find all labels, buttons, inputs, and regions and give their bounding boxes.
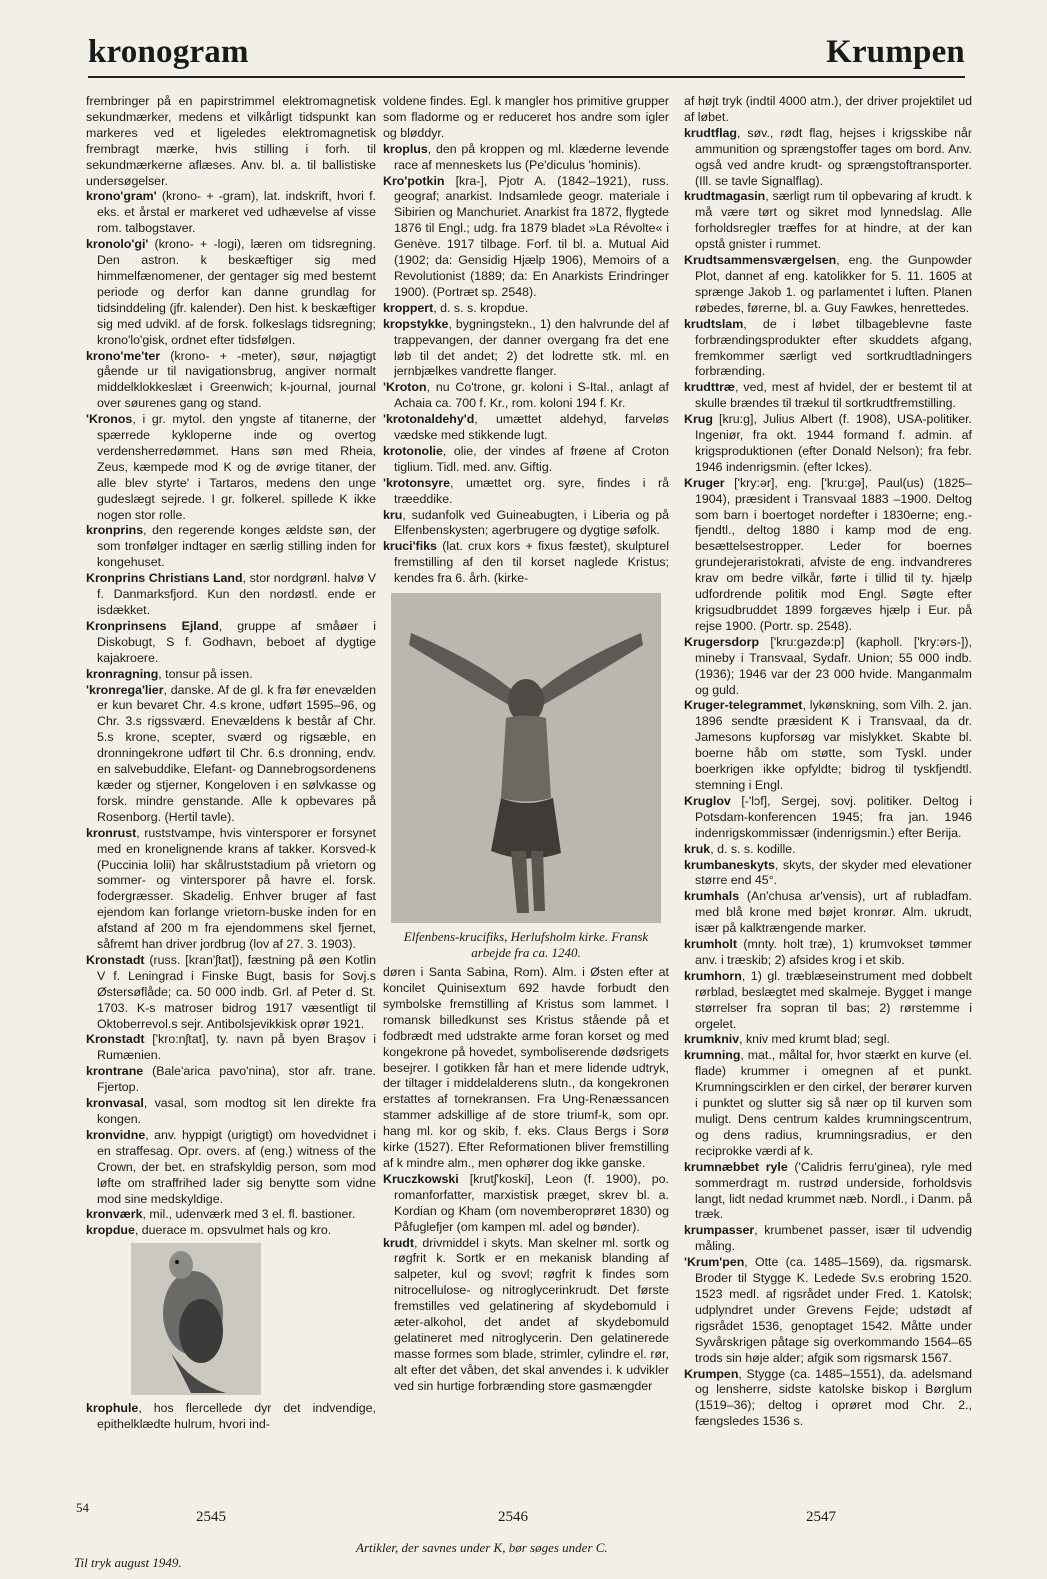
dictionary-entry: 'krotonaldehy'd, umættet aldehyd, farveløs vædske med stikkende lugt. <box>383 412 669 443</box>
header-left-guideword: kronogram <box>88 34 249 70</box>
dictionary-entry: krumnæbbet ryle ('Calidris ferru'ginea), ryle med sommerdragt m. rustrød underside, forholdsvis langt, lidt nedad krummet næb. Nordl., i Danm. på træk. <box>684 1159 972 1222</box>
dictionary-entry: kruci'fiks (lat. crux kors + fixus fæstet), skulpturel fremstilling af den til korset naglede Kristus; kendes fra 6. årh. (kirke- <box>383 539 669 586</box>
dictionary-entry: Kronprins Christians Land, stor nordgrønl. halvø V f. Danmarksfjord. Kun den nordøstl. ende er isdækket. <box>86 571 376 617</box>
column-2-entries-bottom <box>383 965 669 1394</box>
dictionary-entry: krumhorn, 1) gl. træblæseinstrument med dobbelt rørblad, beslægtet med skalmeje. Bygget i mange størrelser fra sopran til bas; 2) rørstemme i orgelet. <box>684 968 972 1031</box>
dictionary-entry: krudt, drivmiddel i skyts. Man skelner ml. sortk og røgfrit k. Sortk er en mekanisk blanding af salpeter, kul og svovl; røgfrit k findes som nitrocellulose- og nitroglycerinkrudt. Det første fremstilles ved gelatinering af skydebomuld i æter-alkohol, det andet af skydebomuld gelatineret med nitroglycerin. Den gelatinerede masse formes som blade, strimler, cylindre el. rør, alt efter det våben, det skal anvendes i. k udvikler ved sin hurtige forbrænding store gasmængder <box>383 1235 669 1393</box>
dictionary-entry: kroplus, den på kroppen og ml. klæderne levende race af menneskets lus (Pe'diculus 'hominis). <box>383 141 669 172</box>
dictionary-entry: Kruger ['kry:ər], eng. ['kru:gə], Paul(us) (1825–1904), præsident i Transvaal 1883 –1900. Deltog som barn i boertoget nordefter i 1830erne; eng.-fjendtl., deltog 1880 i kamp mod de eng. besættelsestropper. Leder for boernes grundejeraristokrati, afviste de eng. indvandreres krav om bedre vilkår, førte i tillid til ty. hjælp udfordrende politik mod Engl. Søgte efter krigsudbruddet 1899 forgæves hjælp i Eur. på rejse 1900. (Portr. sp. 2548). <box>684 475 972 633</box>
column-2 <box>383 94 669 1395</box>
dictionary-entry: krudtmagasin, særligt rum til opbevaring af krudt. k må være tørt og sikret mod lynnedslag. Alle forholdsregler træffes for at hindre, at der kan opstå gnister i rummet. <box>684 189 972 252</box>
dictionary-entry: kronragning, tonsur på issen. <box>86 666 253 681</box>
dictionary-entry: krumhals (An'chusa ar'vensis), urt af rubladfam. med blå krone med bøjet kronrør. Alm. ukrudt, især på kalktrængende marker. <box>684 889 972 936</box>
column-1 <box>86 94 376 1433</box>
dictionary-entry: kronværk, mil., udenværk med 3 el. fl. bastioner. <box>86 1207 356 1222</box>
dictionary-entry: krumkniv, kniv med krumt blad; segl. <box>684 1032 890 1047</box>
dictionary-entry: Kruglov [-'lɔf], Sergej, sovj. politiker. Deltog i Potsdam-konferencen 1945; fra jan. 1946 indenrigskommissær (indenrigsmin.) efter Berija. <box>684 793 972 840</box>
dictionary-entry: Kruczkowski [krutʃ'koski], Leon (f. 1900), po. romanforfatter, marxistisk præget, skrev bl. a. Kordian og Kham (om novemberoprøret 1830) og Påfuglefjer (om kampen ml. adel og bønder). <box>383 1171 669 1234</box>
pigeon-photo <box>131 1243 261 1395</box>
dictionary-entry: kronrust, ruststvampe, hvis vintersporer er forsynet med en kronelignende krans af takker. Korsved-k (Puccinia lolii) har skålruststadium på vrietorn og sommer- og vintersporer på havre el. forsk. fodergræsser. Skadelig. Enhver bruger af fast ejendom kan forlange vrietorn-buske inden for en afstand af 200 m fra ejendommens skel fjernet, såfremt han driver jordbrug (lov af 27. 3. 1903). <box>86 825 376 952</box>
pigeon-illustration <box>131 1243 261 1395</box>
dictionary-entry: kronprins, den regerende konges ældste søn, der som tronfølger indtager en særlig stilling inden for kongehuset. <box>86 523 376 570</box>
page-header <box>88 30 965 78</box>
dictionary-entry: kropstykke, bygningstekn., 1) den halvrunde del af trappevangen, der danner overgang fra det ene løb til det andet; 2) det lodrette stk. ml. en jernbjælkes vandrette flanger. <box>383 316 669 379</box>
dictionary-entry: kruk, d. s. s. kodille. <box>684 841 796 856</box>
crucifix-figure <box>383 593 669 961</box>
dictionary-entry: Kronstadt (russ. [kran'ʃtat]), fæstning på øen Kotlin V f. Leningrad i Finske Bugt, basis for Sovj.s Østersøflåde; ca. 50 000 indb. Grl. af Peter d. St. 1703. K-s matroser bidrog 1917 væsentligt til Oktoberrevol.s sejr. Antibolsjevikkisk oprør 1921. <box>86 952 376 1031</box>
dictionary-entry: krophule, hos flercellede dyr det indvendige, epithelklædte hulrum, hvori ind- <box>86 1401 376 1432</box>
column-number-3: 2547 <box>806 1509 836 1525</box>
dictionary-entry: frembringer på en papirstrimmel elektromagnetisk sekundmærker, medens et vilkårligt tidspunkt kan markeres ved et ligeledes elektromagnetisk frembragt mærke, hvis stilling i forh. til sekundmærkerne aflæses. Anv. bl. a. til ballistiske undersøgelser. <box>86 94 376 188</box>
dictionary-entry: kropdue, duerace m. opsvulmet hals og kro. <box>86 1223 332 1238</box>
column-1-after-entries <box>86 1401 376 1433</box>
dictionary-entry: døren i Santa Sabina, Rom). Alm. i Østen efter at koncilet Quinisextum 692 havde forbudt den symbolske fremstilling af Kristus som lammet. I romansk billedkunst ses Kristus stående på et fodbrædt med udstrakte arme foran korset og med kongekrone på hovedet, symboliserende dødsrigets besejrer. I gotikken får han et mere lidende udtryk, der tiltager i middelalderens slutn., da kongekronen erstattes af tornekransen. Fra Ung-Renæssancen stammer adskillige af de store triumf-k, som opr. hang ml. kor og skib, f. eks. Claus Bergs i Sorø kirke (1527). Efter Reformationen bliver fremstilling af k mindre alm., men ophører dog ikke ganske. <box>383 965 669 1170</box>
dictionary-entry: voldene findes. Egl. k mangler hos primitive grupper som fladorme og er reduceret hos andre som igler og bløddyr. <box>383 94 669 140</box>
dictionary-entry: Krumpen, Stygge (ca. 1485–1551), da. adelsmand og lensherre, sidste katolske biskop i Børglum (1519–36); deltog i oprøret mod Chr. 2., fængsledes 1536 s. <box>684 1366 972 1429</box>
column-1-entries <box>86 94 376 1239</box>
dictionary-entry: krumning, mat., måltal for, hvor stærkt en kurve (el. flade) krummer i omegnen af et punkt. Krumningscirklen er den cirkel, der berører kurven i punktet og slutter sig så nær op til kurven som muligt. Dens centrum kaldes krumningscentrum, og dens radius, krumningsradius, er den reciprokke værdi af k. <box>684 1048 972 1158</box>
dictionary-entry: Krudtsammensværgelsen, eng. the Gunpowder Plot, dannet af eng. katolikker for 5. 11. 1605 at sprænge Jakob 1. og parlamentet i luften. Planen røbedes, førerne, bl. a. Guy Fawkes, henrettedes. <box>684 253 972 315</box>
header-right-guideword: Krumpen <box>826 34 965 70</box>
column-3 <box>684 94 972 1430</box>
dictionary-entry: Kronprinsens Ejland, gruppe af småøer i Diskobugt, S f. Godhavn, beboet af dygtige kajakroere. <box>86 618 377 665</box>
dictionary-entry: 'Kronos, i gr. mytol. den yngste af titanerne, der spærrede kykloperne inde og overtog verdensherredømmet. Hans søn med Rheia, Zeus, kæmpede mod K og de øvrige titaner, der alle blev styrte' i Tartaros, medens den unge gudeslægt sejrede. I gr. folkerel. spillede K ikke nogen stor rolle. <box>86 412 376 522</box>
dictionary-entry: kronolo'gi' (krono- + -logi), læren om tidsregning. Den astron. k beskæftiger sig med himmelfænomener, der gentager sig med bestemt periode og derfor kan danne grundlag for tidsinddeling (jfr. kalender). Den hist. k beskæftiger sig med udvikl. af de forsk. folkeslags tidsregning; krono'lo'gisk, ordnet efter tidsfølgen. <box>86 237 376 347</box>
dictionary-entry: krumpasser, krumbenet passer, især til udvendig måling. <box>684 1223 972 1254</box>
dictionary-entry: 'kronrega'lier, danske. Af de gl. k fra før enevælden er kun bevaret Chr. 4.s krone, udført 1595–96, og Chr. 3.s rigssværd. Enevældens k består af Chr. 5.s krone, scepter, sværd og rigsæble, en dronningekrone udført til Chr. 6.s dronning, endv. en salvebuddike, Elefant- og Dannebrogsordenens kæder og stjerner, Kongeloven i en sølvkasse og forsk. mindre genstande. Alle k opbevares på Rosenborg. (Hertil tavle). <box>86 682 376 824</box>
column-number-2: 2546 <box>498 1509 528 1525</box>
dictionary-entry: Krugersdorp ['kru:gəzdə:p] (kapholl. ['kry:ərs-]), mineby i Transvaal, Sydafr. Union; 55 000 indb. (1936); 1946 var der 23 000 hvide. Manganmalm og guld. <box>684 634 972 697</box>
dictionary-entry: 'Kroton, nu Co'trone, gr. koloni i S-Ital., anlagt af Achaia ca. 700 f. Kr., rom. koloni 194 f. Kr. <box>383 380 669 411</box>
dictionary-entry: krono'gram' (krono- + -gram), lat. indskrift, hvori f. eks. et årstal er markeret ved udhævelse af visse rom. talbogstaver. <box>86 189 376 236</box>
dictionary-entry: kronvasal, vasal, som modtog sit len direkte fra kongen. <box>86 1096 376 1126</box>
dictionary-entry: kru, sudanfolk ved Guineabugten, i Liberia og på Elfenbenskysten; agerbrugere og dygtige søfolk. <box>383 507 669 538</box>
dictionary-entry: krono'me'ter (krono- + -meter), søur, nøjagtigt gående ur til navigationsbrug, angiver normalt middelklokkeslæt i Greenwich; k-journal, journal over søurenes gang og stand. <box>86 348 376 411</box>
dictionary-entry: af højt tryk (indtil 4000 atm.), der driver projektilet ud af løbet. <box>684 94 972 124</box>
dictionary-entry: krontrane (Bale'arica pavo'nina), stor afr. trane. Fjertop. <box>86 1064 376 1095</box>
print-date-note: Til tryk august 1949. <box>74 1555 182 1570</box>
crucifix-caption: Elfenbens-krucifiks, Herlufsholm kirke. Fransk arbejde fra ca. 1240. <box>403 929 649 961</box>
dictionary-entry: krumholt (mnty. holt træ), 1) krumvokset tømmer anv. i træskib; 2) afsides krog i et skib. <box>684 937 972 967</box>
column-3-entries <box>684 94 972 1430</box>
dictionary-entry: Krug [kru:g], Julius Albert (f. 1908), USA-politiker. Ingeniør, fra okt. 1944 formand f. admin. af krigsproduktionen (efter Donald Nelson); fra febr. 1946 indenrigsmin. (efter Ickes). <box>684 412 972 474</box>
dictionary-entry: krudttræ, ved, mest af hvidel, der er bestemt til at skulle brændes til trækul til sortkrudtfremstilling. <box>684 380 972 411</box>
column-number-1: 2545 <box>196 1509 226 1525</box>
crucifix-photo <box>391 593 661 923</box>
page-number: 54 <box>76 1500 89 1515</box>
dictionary-entry: Kruger-telegrammet, lykønskning, som Vilh. 2. jan. 1896 sendte præsident K i Transvaal, da dr. Jamesons kupforsøg var mislykket. Skabte bl. boerne håb om støtte, som Tyskl. under boerkrigen ikke opfyldte; bidrog til tyskfjendtl. stemning i Engl. <box>684 698 972 792</box>
dictionary-entry: kroppert, d. s. s. kropdue. <box>383 300 529 315</box>
dictionary-entry: krudtslam, de i løbet tilbageblevne faste forbrændingsprodukter efter skuddets afgang, fremkommer særligt ved sortkrudtladningers forbrænding. <box>684 316 972 379</box>
dictionary-entry: 'Krum'pen, Otte (ca. 1485–1569), da. rigsmarsk. Broder til Stygge K. Ledede Sv.s erobring 1520. 1523 medl. af rigsrådet under Fred. 1. Katolsk; udplyndret under Grevens Fejde; udstødt af rigsrådet 1536, genoptaget 1542. Måtte under Syvårskrigen påtage sig overkommando 1564–65 trods sin høje alder; afgik som rigsmarsk 1567. <box>684 1255 972 1365</box>
column-2-entries-top <box>383 94 669 587</box>
dictionary-entry: Kro'potkin [kra-], Pjotr A. (1842–1921), russ. geograf; anarkist. Indsamlede geogr. materiale i Sibirien og Manchuriet. Anarkist fra 1872, flygtede 1876 til Engl.; udg. fra 1879 bladet »La Révolte« i Genève. 1917 tilbage. Forf. til bl. a. Mutual Aid (1902; da: Gensidig Hjælp 1906), Memoirs of a Revolutionist (1889; da: En Anarkists Erindringer 1900). (Portræt sp. 2548). <box>383 173 669 299</box>
dictionary-entry: kronvidne, anv. hyppigt (urigtigt) om hovedvidnet i en straffesag. Opr. overs. af (eng.) witness of the Crown, der bet. en strafskyldig person, som mod løfte om straffrihed lader sig benytte som vidne mod sine medskyldige. <box>86 1127 376 1206</box>
dictionary-entry: krumbaneskyts, skyts, der skyder med elevationer større end 45°. <box>684 857 972 888</box>
dictionary-entry: krudtflag, søv., rødt flag, hejses i krigsskibe når ammunition og sprængstoffer tages om bord. Anv. også ved andre krudt- og sprængstoftransporter. (Ill. se tavle Signalflag). <box>684 125 972 188</box>
dictionary-entry: Kronstadt ['kro:nʃtat], ty. navn på byen Braşov i Rumænien. <box>86 1032 376 1063</box>
dictionary-entry: krotonolie, olie, der vindes af frøene af Croton tiglium. Tidl. med. anv. Giftig. <box>383 443 669 474</box>
crucifix-illustration <box>391 593 661 923</box>
footer-note: Artikler, der savnes under K, bør søges under C. <box>356 1540 608 1555</box>
dictionary-entry: 'krotonsyre, umættet org. syre, findes i rå træeddike. <box>383 475 669 506</box>
